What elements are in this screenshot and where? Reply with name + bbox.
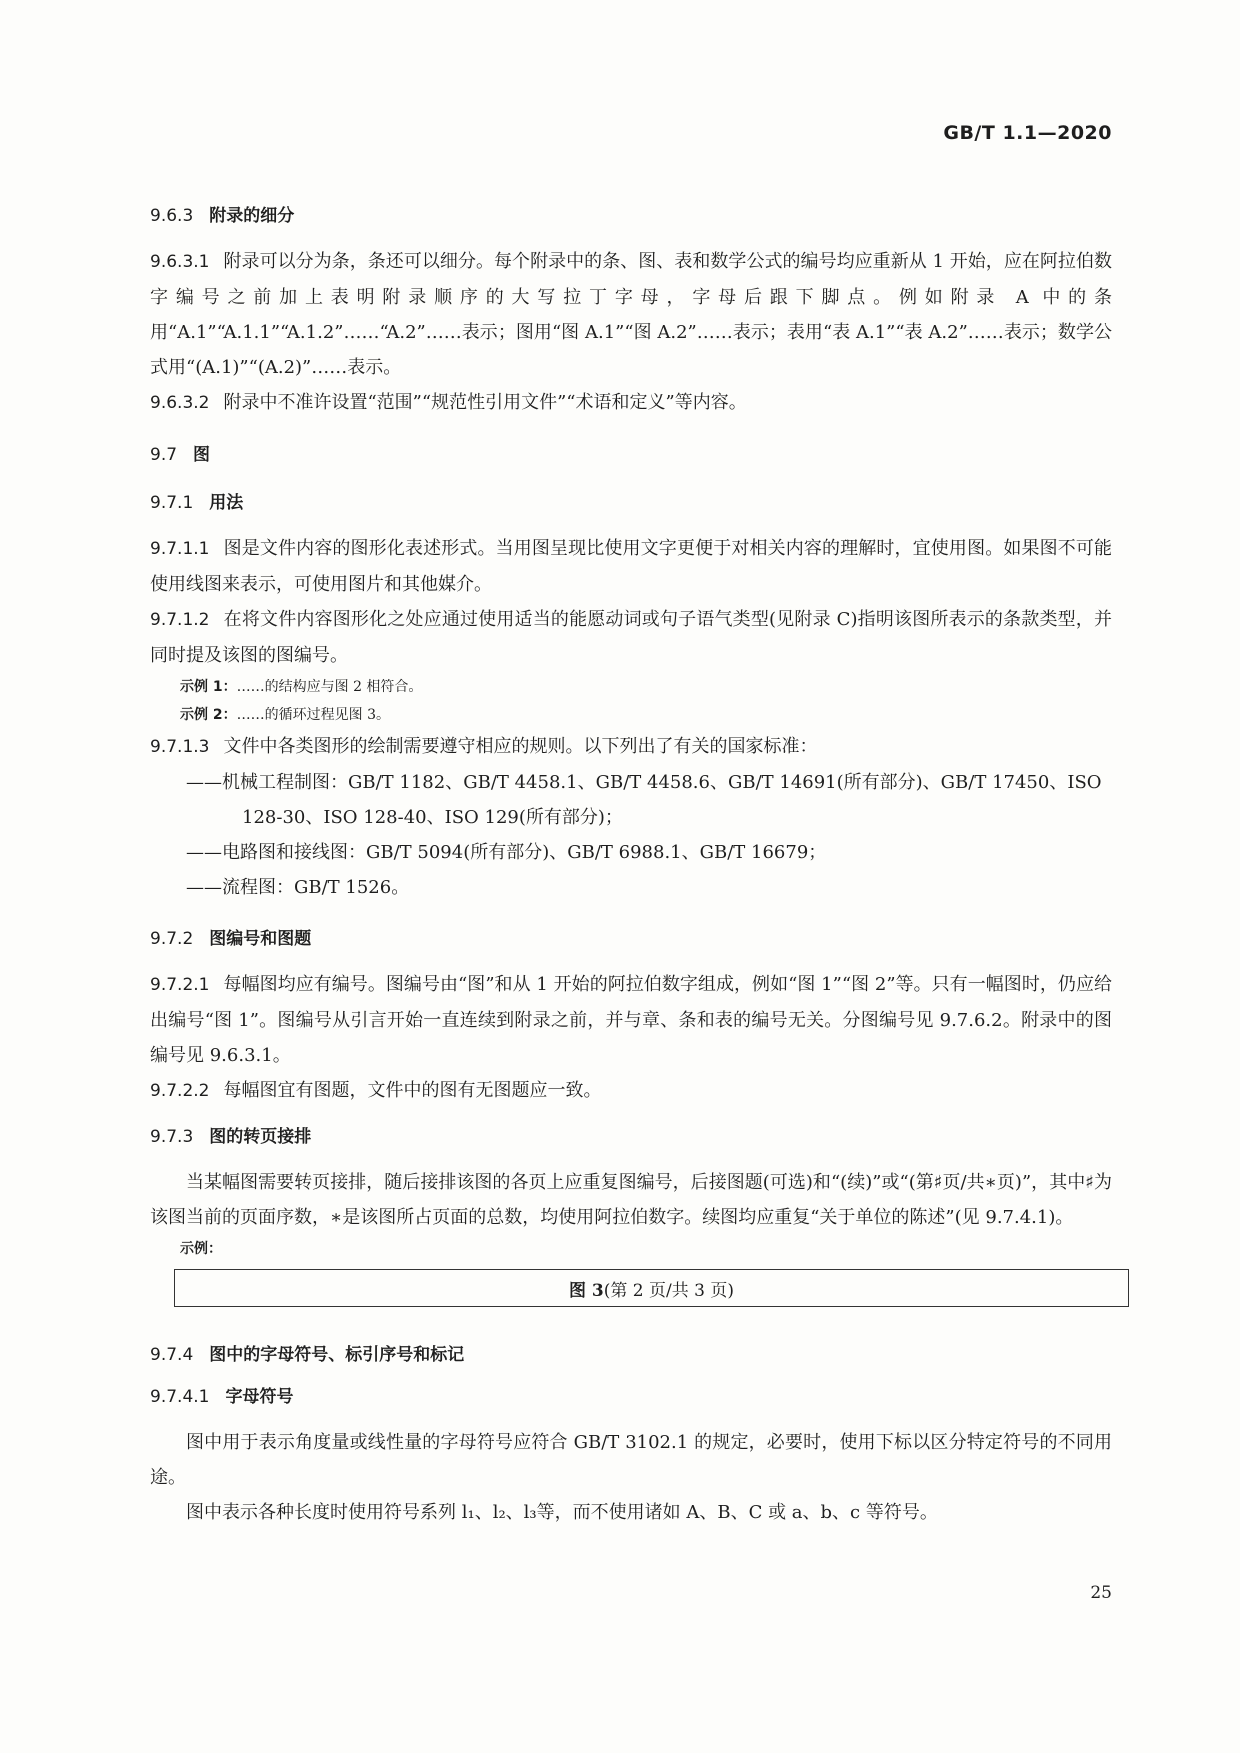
page-number: 25 (1090, 1583, 1112, 1603)
example-label: 示例： (180, 1241, 222, 1257)
clause-9-7-1-2: 9.7.1.2 在将文件内容图形化之处应通过使用适当的能愿动词或句子语气类型(见附录 C)指明该图所表示的条款类型，并同时提及该图的图编号。 (150, 609, 1112, 666)
clause-9-6-3-1: 9.6.3.1 附录可以分为条，条还可以细分。每个附录中的条、图、表和数学公式的编号均应重新从 1 开始，应在阿拉伯数字编号之前加上表明附录顺序的大写拉丁字母，字母后跟下脚点。例如附录 A 中的条用“A.1”“A.1.1”“A.1.2”……“A.2”……表示；图用“图 A.1”“图 A.2”……表示；表用“表 A.1”“表 A.2”……表示；数学公式用“(A.1)”“(A.2)”……表示。 (150, 251, 1112, 378)
example-2: 示例 2：……的循环过程见图 3。 (180, 707, 390, 723)
list-item: ——机械工程制图：GB/T 1182、GB/T 4458.1、GB/T 4458.6、GB/T 14691(所有部分)、GB/T 17450、ISO 128-30、ISO 128-40、ISO 129(所有部分)； (186, 772, 1102, 828)
figure-number: 图 3 (569, 1280, 604, 1301)
paragraph-9-7-4-1-b: 图中表示各种长度时使用符号系列 l₁、l₂、l₃等，而不使用诸如 A、B、C 或 a、b、c 等符号。 (186, 1502, 938, 1523)
example-figure-caption-box (174, 1269, 1129, 1307)
list-item: ——电路图和接线图：GB/T 5094(所有部分)、GB/T 6988.1、GB/T 16679； (186, 842, 827, 863)
heading-9-7-4-1: 9.7.4.1 字母符号 (150, 1387, 294, 1407)
standard-number: GB/T 1.1—2020 (943, 122, 1112, 144)
heading-9-7-1: 9.7.1 用法 (150, 493, 244, 513)
paragraph-9-7-4-1-a: 图中用于表示角度量或线性量的字母符号应符合 GB/T 3102.1 的规定，必要时，使用下标以区分特定符号的不同用途。 (150, 1432, 1112, 1488)
page-content (150, 202, 1112, 1530)
clause-9-7-2-2: 9.7.2.2 每幅图宜有图题，文件中的图有无图题应一致。 (150, 1080, 602, 1101)
paragraph-9-7-3: 当某幅图需要转页接排，随后接排该图的各页上应重复图编号，后接图题(可选)和“(续)”或“(第♯页/共∗页)”，其中♯为该图当前的页面序数，∗是该图所占页面的总数，均使用阿拉伯数字。续图均应重复“关于单位的陈述”(见 9.7.4.1)。 (150, 1172, 1112, 1228)
clause-9-6-3-2: 9.6.3.2 附录中不准许设置“范围”“规范性引用文件”“术语和定义”等内容。 (150, 392, 747, 413)
clause-9-7-1-3: 9.7.1.3 文件中各类图形的绘制需要遵守相应的规则。以下列出了有关的国家标准： (150, 736, 818, 757)
heading-9-6-3: 9.6.3 附录的细分 (150, 206, 295, 226)
heading-9-7-4: 9.7.4 图中的字母符号、标引序号和标记 (150, 1345, 465, 1365)
list-item: ——流程图：GB/T 1526。 (186, 877, 410, 898)
example-1: 示例 1：……的结构应与图 2 相符合。 (180, 679, 423, 695)
heading-9-7-3: 9.7.3 图的转页接排 (150, 1127, 312, 1147)
heading-9-7: 9.7 图 (150, 445, 211, 465)
heading-9-7-2: 9.7.2 图编号和图题 (150, 929, 312, 949)
continuation-label: (第 2 页/共 3 页) (603, 1280, 734, 1301)
clause-9-7-2-1: 9.7.2.1 每幅图均应有编号。图编号由“图”和从 1 开始的阿拉伯数字组成，例如“图 1”“图 2”等。只有一幅图时，仍应给出编号“图 1”。图编号从引言开始一直连续到附录之前，并与章、条和表的编号无关。分图编号见 9.7.6.2。附录中的图编号见 9.6.3.1。 (150, 974, 1112, 1066)
clause-9-7-1-1: 9.7.1.1 图是文件内容的图形化表述形式。当用图呈现比使用文字更便于对相关内容的理解时，宜使用图。如果图不可能使用线图来表示，可使用图片和其他媒介。 (150, 538, 1112, 595)
